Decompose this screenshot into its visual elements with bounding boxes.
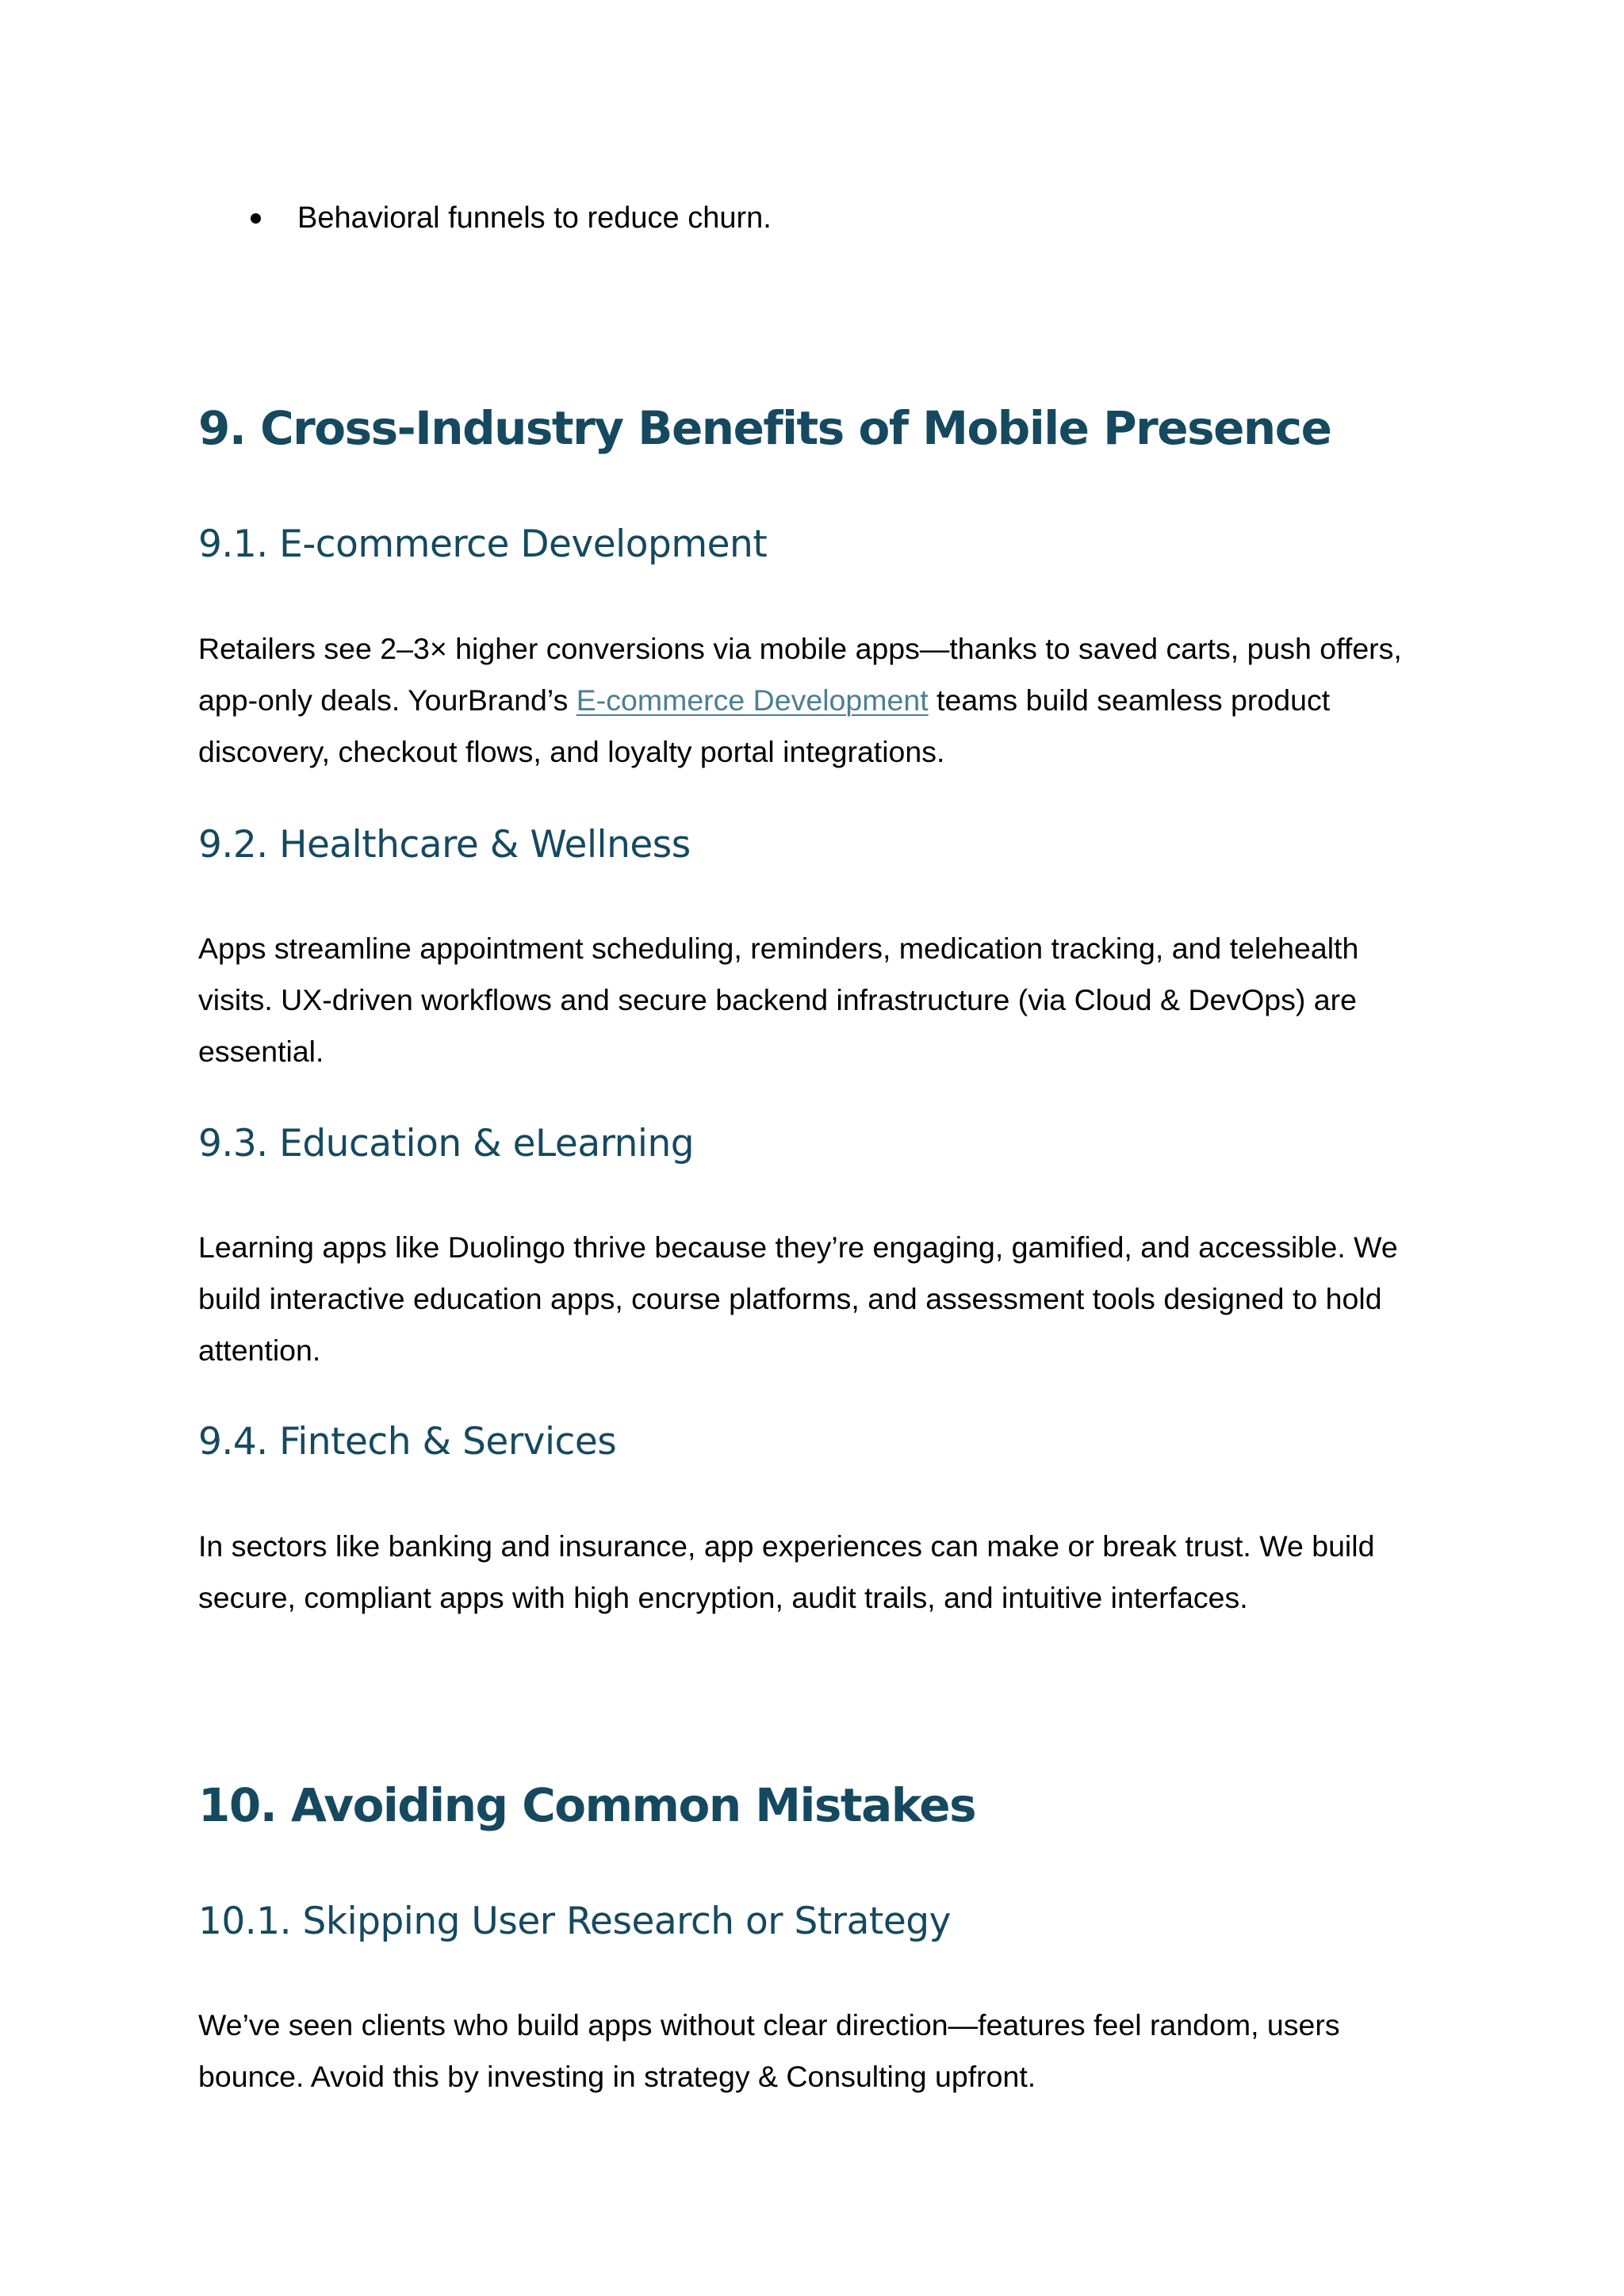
section-10-1-paragraph: We’ve seen clients who build apps without clear direction—features feel random, users bounce. Avoid this by investing in strategy & Consulting upfront.	[198, 2008, 1340, 2093]
section-9-2-heading: 9.2. Healthcare & Wellness	[198, 823, 691, 867]
section-9-3-heading: 9.3. Education & eLearning	[198, 1122, 695, 1165]
section-9-2-paragraph: Apps streamline appointment scheduling, reminders, medication tracking, and telehealth visits. UX-driven workflows and secure backend infrastructure (via Cloud & DevOps) are essential.	[198, 932, 1359, 1068]
section-10-1-heading: 10.1. Skipping User Research or Strategy	[198, 1900, 951, 1943]
bullet-text: Behavioral funnels to reduce churn.	[297, 201, 772, 235]
bullet-list	[198, 192, 772, 244]
section-9-4-paragraph: In sectors like banking and insurance, app experiences can make or break trust. We build secure, compliant apps with high encryption, audit trails, and intuitive interfaces.	[198, 1529, 1375, 1614]
section-10-heading: 10. Avoiding Common Mistakes	[198, 1778, 976, 1832]
section-9-1-heading: 9.1. E-commerce Development	[198, 522, 768, 566]
section-9-4-heading: 9.4. Fintech & Services	[198, 1420, 617, 1464]
list-item	[198, 192, 772, 244]
paragraph-text: Retailers see 2–3× higher conversions via mobile apps—thanks to saved carts, push offers, app-only deals. YourBrand’s	[198, 632, 1402, 717]
section-9-1-paragraph	[198, 623, 1435, 778]
section-9-3-paragraph: Learning apps like Duolingo thrive because they’re engaging, gamified, and accessible. We build interactive education apps, course platforms, and assessment tools designed to hold attention.	[198, 1230, 1398, 1367]
paragraph-text: teams build seamless product discovery, checkout flows, and loyalty portal integrations.	[198, 683, 1331, 768]
section-9-heading: 9. Cross-Industry Benefits of Mobile Presence	[198, 401, 1331, 455]
bullet-dot-icon	[251, 213, 261, 224]
ecommerce-development-link[interactable]: E-commerce Development	[576, 683, 929, 717]
